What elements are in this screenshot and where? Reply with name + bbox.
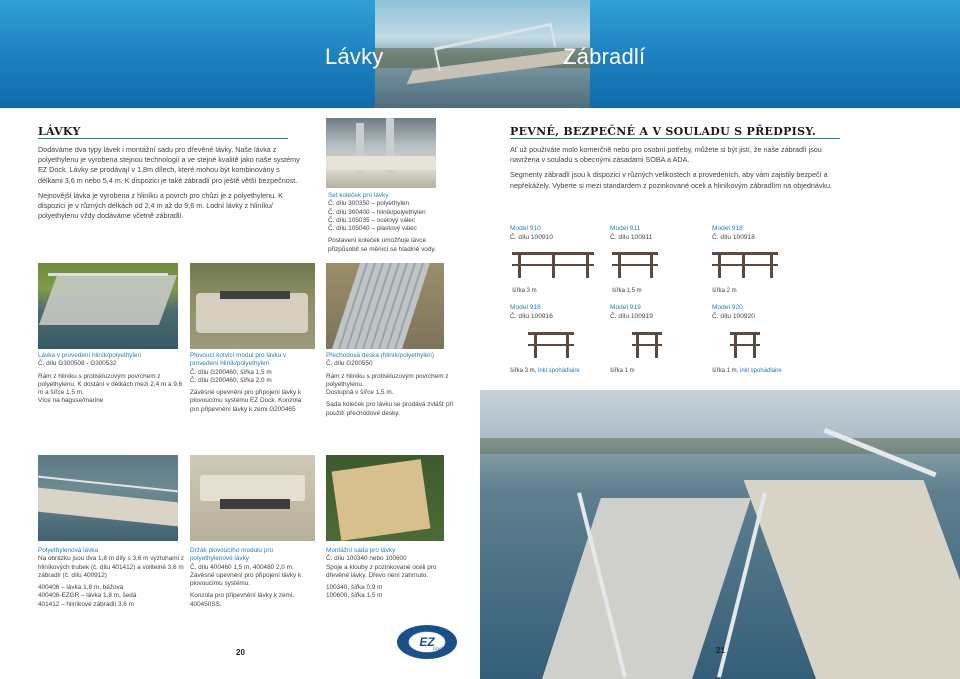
caption-line: Spoje a klouby z pozinkované oceli pro dřevěné lávky. Dřevo není zahrnuto. xyxy=(326,563,437,579)
right-page-number: 21 xyxy=(716,646,725,655)
caption-line: Č. dílu G300508 - G300532 xyxy=(38,360,117,368)
railing-diagram-910 xyxy=(512,250,594,280)
wheel-set-title: Set koleček pro lávky xyxy=(328,192,389,199)
polyethylene-module-holder-photo xyxy=(190,455,315,541)
heading-rule xyxy=(510,138,840,139)
model-name: Model 916 xyxy=(510,304,541,311)
model-name: Model 910 xyxy=(510,225,541,232)
caption-line: Č. dílu G200460, šířka 1,5 m xyxy=(190,368,272,376)
caption-title: Plovoucí kotvicí modul pro lávku v provedení hliník/polyethylen xyxy=(190,352,287,368)
railing-diagram-911 xyxy=(612,250,658,280)
caption-line: Č. dílu G200550 xyxy=(326,360,373,368)
caption-line: Rám z hliníku s protiskluzovým povrchem z polyethylenu. K dostání v délkách mezi 2,4 m a 9,6 m a šířce 1,5 m. xyxy=(38,372,183,397)
width-label-919 xyxy=(610,368,635,374)
right-heading: PEVNÉ, BEZPEČNÉ A V SOULADU S PŘEDPISY. xyxy=(510,125,817,138)
wheel-set-line: Č. dílu 300350 – polyethylen xyxy=(328,200,410,208)
left-header-title: Lávky xyxy=(325,44,384,69)
width-label-918: šířka 2 m xyxy=(712,288,737,294)
width-text: šířka 3 m, xyxy=(510,368,537,374)
model-name: Model 920 xyxy=(712,304,743,311)
model-part: Č. dílu 100910 xyxy=(510,233,553,241)
module-holder-caption xyxy=(190,547,315,609)
wheel-set-photo xyxy=(326,118,436,188)
logo-sub: DOCK xyxy=(433,646,445,651)
polyethylene-gangway-caption xyxy=(38,547,188,609)
width-label-911: šířka 1,5 m xyxy=(612,288,642,294)
width-extra: inkl spohádlaire xyxy=(740,368,782,374)
floating-anchor-module-photo xyxy=(190,263,315,349)
model-part: Č. dílu 100918 xyxy=(712,233,755,241)
left-heading: LÁVKY xyxy=(38,125,81,138)
caption-line: Závěsné upevnění pro připojení lávky k plovoucímu systému EZ Dock. Konzola pro připevnění lávky k zemi G200465 xyxy=(190,389,302,413)
model-part: Č. dílu 100920 xyxy=(712,312,755,320)
model-920 xyxy=(712,304,755,321)
polyethylene-gangway-photo xyxy=(38,455,178,541)
right-header-title: Zábradlí xyxy=(563,44,646,69)
caption-line: Na obrázku jsou dva 1,8 m díly s 3,6 m výztuhami z hliníkových trubek (č. dílu 401412) a volitelné 3,6 m zábradlí (č. dílu 400912) xyxy=(38,555,184,579)
caption-line: 400406-EZGR – lávka 1,8 m, šedá xyxy=(38,592,137,600)
caption-line: Více na hagsse/marine xyxy=(38,397,104,405)
right-intro-p1: Ať už používáte molo komerčně nebo pro osobní potřeby, můžete si být jistí, že naše zábradlí jsou navržena v souladu s obecnými zásadami SOBA a ADA. xyxy=(510,145,822,165)
model-part: Č. dílu 100911 xyxy=(610,233,653,241)
width-label-920 xyxy=(712,368,782,374)
model-name: Model 918 xyxy=(712,225,743,232)
caption-line: Dostupná v šířce 1,5 m. xyxy=(326,389,394,397)
model-part: Č. dílu 100916 xyxy=(510,312,553,320)
model-918 xyxy=(712,225,755,242)
railing-diagram-919 xyxy=(632,330,662,360)
caption-line: 100600, šířka 1,5 m xyxy=(326,592,383,600)
wheel-set-line: Č. dílu 300400 – hliník/polyethylen xyxy=(328,208,426,216)
mounting-kit-photo xyxy=(326,455,444,541)
left-page-number: 20 xyxy=(236,648,245,657)
caption-title: Montážní sada pro lávky xyxy=(326,547,396,554)
railing-diagram-920 xyxy=(730,330,760,360)
model-part: Č. dílu 100919 xyxy=(610,312,653,320)
railing-dock-lake-photo xyxy=(480,390,960,679)
caption-title: Držák plovoucího modulu pro polyethylenové lávky xyxy=(190,547,274,563)
caption-line: Rám z hliníku s protiskluzovým povrchem z polyethylenu. xyxy=(326,372,449,388)
transition-plate-photo xyxy=(326,263,444,349)
heading-rule xyxy=(38,138,288,139)
left-intro xyxy=(38,145,300,226)
model-916 xyxy=(510,304,553,321)
railing-diagram-916 xyxy=(528,330,574,360)
width-label-910: šířka 3 m xyxy=(512,288,537,294)
header-photo-dock xyxy=(375,0,590,108)
caption-line: Č. dílu 100340 nebo 100600 xyxy=(326,555,407,563)
model-910 xyxy=(510,225,553,242)
model-name: Model 919 xyxy=(610,304,641,311)
caption-line: 100340, šířka 0,9 m xyxy=(326,584,383,592)
right-intro-p2: Segmenty zábradlí jsou k dispozici v různých velikostech a provedeních, aby vám zajistily bezpečí a nepřekážely. Vyberte si mezi standardem z pozinkované oceli a hliníkovým zábradlím na objednávku. xyxy=(510,170,833,190)
caption-title: Přechodová deska (hliník/polyethylen) xyxy=(326,352,434,359)
caption-line: Č. dílu G200460, šířka 2,0 m xyxy=(190,376,272,384)
caption-line: 400406 – lávka 1,8 m, béžová xyxy=(38,584,124,592)
wheel-set-note: Postavení koleček umožňuje lávce přizpůsobit se měnící se hladině vody. xyxy=(328,237,436,253)
aluminium-gangway-caption xyxy=(38,352,186,406)
width-extra: inkl spohádlaire xyxy=(538,368,580,374)
model-name: Model 911 xyxy=(610,225,641,232)
railing-diagram-918 xyxy=(712,250,778,280)
wheel-set-line: Č. dílu 105040 – plastový válec xyxy=(328,225,417,233)
ez-dock-logo xyxy=(397,625,457,659)
caption-title: Lávka v provedení hliník/polyethylen xyxy=(38,352,142,359)
floating-anchor-caption xyxy=(190,352,312,414)
width-text: šířka 1 m, xyxy=(712,368,739,374)
caption-line: 401412 – hliníkové zábradlí 3,6 m xyxy=(38,600,134,608)
model-919 xyxy=(610,304,653,321)
wheel-set-line: Č. dílu 105035 – ocelový válec xyxy=(328,216,416,224)
right-intro xyxy=(510,145,845,196)
caption-line: Závěsné upevnění pro připojení lávky k plovoucímu systému. xyxy=(190,571,302,588)
left-intro-p2: Nejnovější lávka je vyrobena z hliníku a povrch pro chůzi je z polyethylenu. K dispozici je v různých délkách od 2,4 m až do 9,6 m. Lodní lávky z hliníku/ polyethylenu vždy dodáváme včetně zábradlí. xyxy=(38,190,283,221)
width-label-916 xyxy=(510,368,580,374)
logo-text: EZ xyxy=(409,632,445,652)
caption-line: Č. dílu 400460 1,5 m, 400480 2,0 m. xyxy=(190,563,294,571)
left-intro-p1: Dodáváme dva typy lávek i montážní sadu pro dřevěné lávky. Naše lávka z polyethylenu je vyrobena stejnou technologií a ve stejné kvalitě jako naše systémy EZ Dock. Lávky se prodávají v 1,8m dílech, které mohou být kombinovány s délkami 3,6 m nebo 5,4 m. K dispozici je také zábradlí pro ještě větší bezpečnost. xyxy=(38,145,300,185)
caption-line: Konzola pro připevnění lávky k zemi, 400450SS. xyxy=(190,592,295,608)
width-text: šířka 1 m xyxy=(610,368,635,374)
model-911 xyxy=(610,225,652,242)
caption-line: Sada koleček pro lávku se prodává zvlášť při použití přechodové desky. xyxy=(326,401,454,417)
caption-title: Polyethylenová lávka xyxy=(38,547,99,554)
wheel-set-caption xyxy=(328,192,453,254)
aluminium-gangway-photo xyxy=(38,263,178,349)
transition-plate-caption xyxy=(326,352,456,418)
mounting-kit-caption xyxy=(326,547,456,601)
